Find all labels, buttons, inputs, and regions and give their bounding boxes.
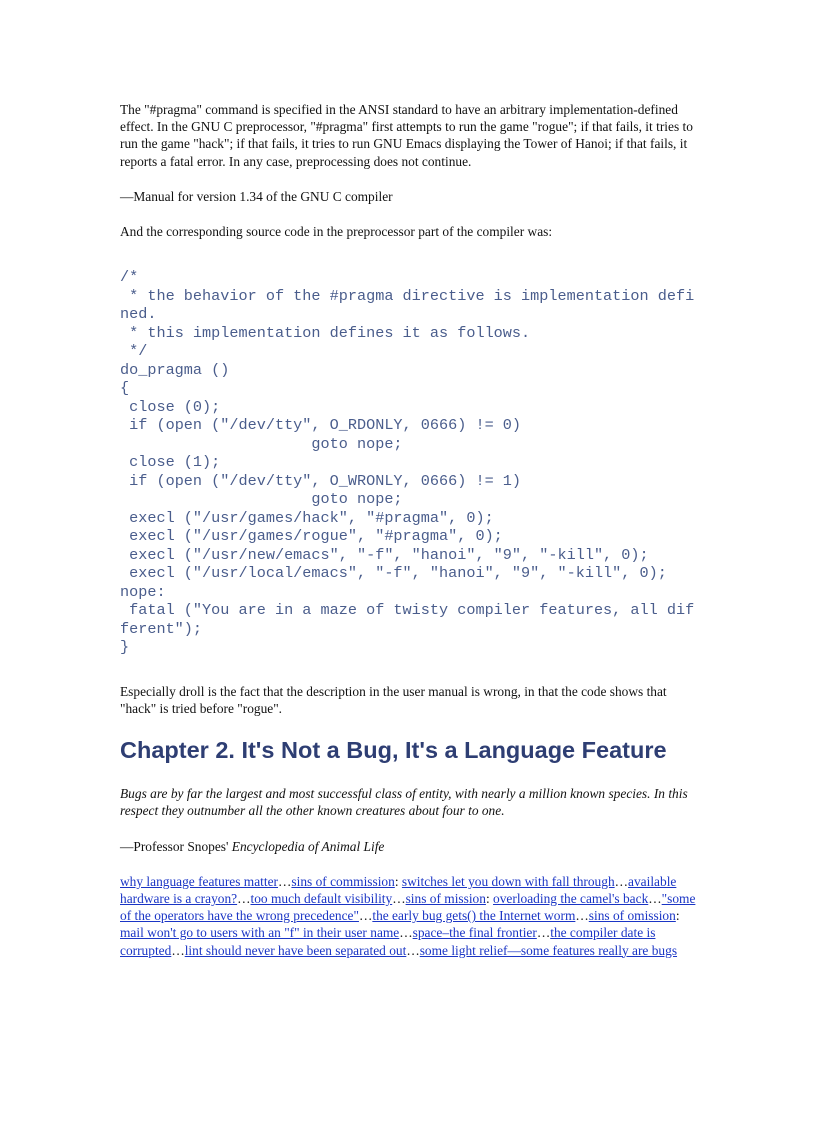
toc-separator: … <box>278 873 292 889</box>
toc-link[interactable]: why language features matter <box>120 873 279 889</box>
toc-link[interactable]: sins of omission <box>588 908 676 924</box>
epigraph: Bugs are by far the largest and most successful class of entity, with nearly a million known species. In this respect they outnumber all the other known creatures about four to one. <box>120 786 688 819</box>
toc-separator: … <box>399 925 413 941</box>
chapter-contents-links <box>120 873 700 959</box>
toc-separator: : <box>485 890 494 906</box>
intro-paragraph: The "#pragma" command is specified in the ANSI standard to have an arbitrary implementation-defined effect. In the GNU C preprocessor, "#pragma" first attempts to run the game "rogue"; if that fails, it tries to run the game "hack"; if that fails, it tries to run GNU Emacs displaying the Tower of Hanoi; if that fails, it reports a fatal error. In any case, preprocessing does not continue. <box>120 102 693 169</box>
toc-link[interactable]: available hardware is a crayon? <box>120 873 677 906</box>
toc-separator: … <box>536 925 551 941</box>
toc-separator: … <box>575 908 589 924</box>
toc-link[interactable]: overloading the camel's back <box>493 890 649 906</box>
code-intro-paragraph: And the corresponding source code in the preprocessor part of the compiler was: <box>120 224 553 240</box>
toc-separator: … <box>648 890 662 906</box>
toc-separator: … <box>392 890 406 906</box>
toc-separator: … <box>406 942 420 958</box>
toc-link[interactable]: mail won't go to users with an "f" in their user name <box>120 925 400 941</box>
toc-link[interactable]: sins of commission <box>291 873 395 889</box>
toc-link[interactable]: the early bug gets() the Internet worm <box>372 908 576 924</box>
toc-link[interactable]: some light relief—some features really are bugs <box>419 942 678 958</box>
after-code-paragraph: Especially droll is the fact that the description in the user manual is wrong, in that the code shows that "hack" is tried before "rogue". <box>120 683 667 716</box>
toc-separator: : <box>394 873 402 889</box>
toc-separator: … <box>614 873 629 889</box>
toc-separator: … <box>171 942 185 958</box>
toc-separator: : <box>675 908 680 924</box>
quote-attribution: —Manual for version 1.34 of the GNU C compiler <box>120 188 393 204</box>
toc-separator: … <box>358 908 373 924</box>
document-page <box>120 101 700 959</box>
toc-link[interactable]: space–the final frontier <box>412 925 537 941</box>
toc-link[interactable]: lint should never have been separated out <box>184 942 407 958</box>
toc-link[interactable]: switches let you down with fall through <box>401 873 615 889</box>
toc-link[interactable]: too much default visibility <box>250 890 393 906</box>
toc-link[interactable]: "some of the operators have the wrong precedence" <box>120 890 696 924</box>
toc-link[interactable]: sins of mission <box>405 890 486 906</box>
chapter-title: Chapter 2. It's Not a Bug, It's a Language Feature <box>120 737 667 764</box>
epigraph-book-title: Encyclopedia of Animal Life <box>231 838 385 854</box>
code-listing: /* * the behavior of the #pragma directive is implementation defined. * this implementation defines it as follows. */ do_pragma () { close (0); if (open ("/dev/tty", O_RDONLY, 0666) != 0) goto nope; close (1); if (open ("/dev/tty", O_WRONLY, 0666) != 1) goto nope; execl ("/usr/games/hack", "#pragma", 0); execl ("/usr/games/rogue", "#pragma", 0); execl ("/usr/new/emacs", "-f", "hanoi", "9", "-kill", 0); execl ("/usr/local/emacs", "-f", "hanoi", "9", "-kill", 0); nope: fatal ("You are in a maze of twisty compiler features, all different"); } <box>120 268 695 657</box>
epigraph-attribution <box>120 838 700 855</box>
toc-link[interactable]: the compiler date is corrupted <box>120 925 656 958</box>
toc-separator: … <box>237 890 251 906</box>
epigraph-attribution-prefix: —Professor Snopes' <box>120 838 232 854</box>
